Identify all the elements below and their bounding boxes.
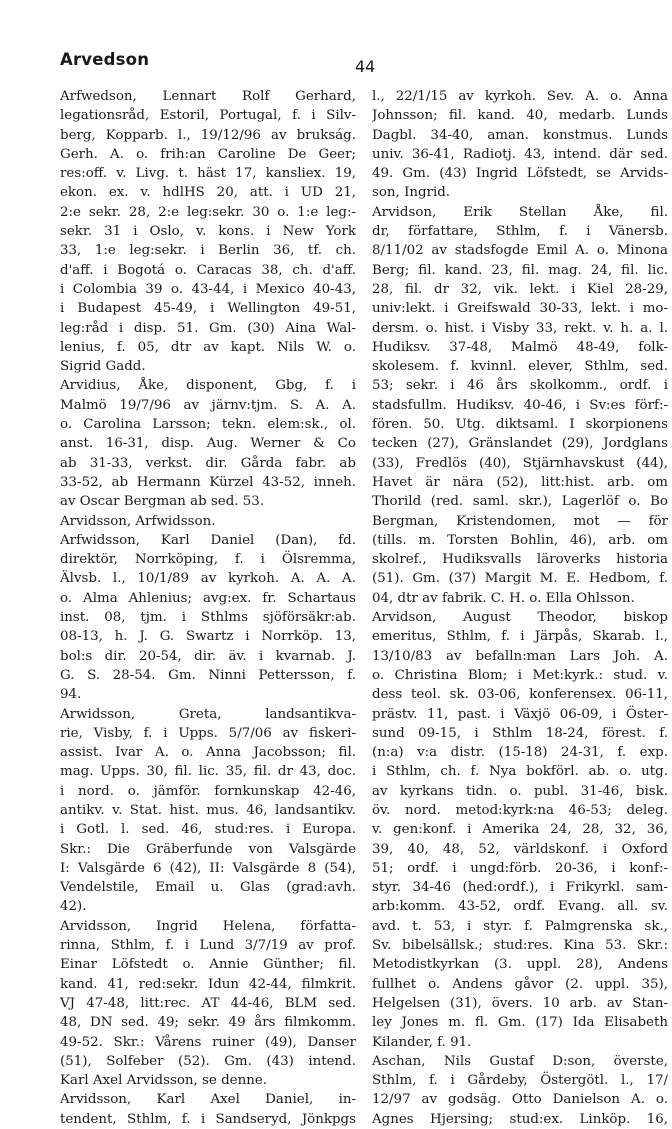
left-column [60, 87, 356, 1129]
text-line: Arvidsson, Arfwidsson. [60, 513, 216, 529]
text-line: d'aff. i Bogotá o. Caracas 38, ch. d'aff. [60, 262, 356, 278]
text-line: i Budapest 45-49, i Wellington 49-51, [60, 301, 356, 317]
text-line: Sthlm, f. i Gårdeby, Östergötl. l., 17/ [372, 1073, 668, 1089]
text-line: res:off. v. Livg. t. häst 17, kansliex. 19, [60, 166, 356, 182]
text-line: legationsråd, Estoril, Portugal, f. i Silv- [60, 108, 356, 124]
text-line: Arwidsson, Greta, landsantikva- [60, 706, 356, 722]
text-line: o. Carolina Larsson; tekn. elem:sk., ol. [60, 417, 356, 433]
text-line: 39, 40, 48, 52, världskonf. i Oxford [372, 841, 668, 857]
text-line: emeritus, Sthlm, f. i Järpås, Skarab. l., [372, 629, 668, 645]
text-line: 42). [60, 899, 87, 915]
text-line: Hudiksv. 37-48, Malmö 48-49, folk- [372, 339, 668, 355]
text-line: ley Jones m. fl. Gm. (17) Ida Elisabeth [372, 1015, 668, 1031]
text-line: Arvidson, Erik Stellan Åke, fil. [372, 204, 668, 220]
text-line: 8/11/02 av stadsfogde Emil A. o. Minona [372, 243, 668, 259]
text-line: Dagbl. 34-40, aman. konstmus. Lunds [372, 127, 668, 143]
text-line: 12/97 av godsäg. Otto Danielson A. o. [372, 1092, 668, 1108]
text-line: Havet är nära (52), litt:hist. arb. om [372, 474, 668, 490]
text-line: i Gotl. l. sed. 46, stud:res. i Europa. [60, 822, 356, 838]
text-line: fören. 50. Utg. diktsaml. I skorpionens [372, 417, 668, 433]
text-line: berg, Kopparb. l., 19/12/96 av brukság. [60, 127, 356, 143]
text-line: anst. 16-31, disp. Aug. Werner & Co [60, 436, 356, 452]
text-line: Vendelstile, Email u. Glas (grad:avh. [60, 880, 356, 896]
text-line: 48, DN sed. 49; sekr. 49 års filmkomm. [60, 1015, 356, 1031]
text-line: i Sthlm, ch. f. Nya bokförl. ab. o. utg. [372, 764, 668, 780]
text-line: 94. [60, 687, 82, 703]
text-line: dess teol. sk. 03-06, konferensex. 06-11, [372, 687, 668, 703]
text-line: Karl Axel Arvidsson, se denne. [60, 1073, 268, 1089]
text-line: öv. nord. metod:kyrk:na 46-53; deleg. [372, 802, 668, 818]
text-line: sekr. 31 i Oslo, v. kons. i New York [60, 224, 356, 240]
text-line: Thorild (red. saml. skr.), Lagerlöf o. Bo [372, 494, 668, 510]
text-line: skolref., Hudiksvalls läroverks historia [372, 552, 668, 568]
text-line: mag. Upps. 30, fil. lic. 35, fil. dr 43, doc. [60, 764, 356, 780]
text-line: 28, fil. dr 32, vik. lekt. i Kiel 28-29, [372, 281, 668, 297]
text-line: avd. t. 53, i styr. f. Palmgrenska sk., [372, 918, 668, 934]
text-line: Berg; fil. kand. 23, fil. mag. 24, fil. lic. [372, 262, 668, 278]
text-line: Aschan, Nils Gustaf D:son, överste, [372, 1053, 668, 1069]
text-line: tecken (27), Gränslandet (29), Jordglans [372, 436, 668, 452]
text-line: rinna, Sthlm, f. i Lund 3/7/19 av prof. [60, 938, 356, 954]
text-line: Arvidsson, Ingrid Helena, författa- [60, 918, 356, 934]
text-line: v. gen:konf. i Amerika 24, 28, 32, 36, [372, 822, 668, 838]
text-line: Helgelsen (31), övers. 10 arb. av Stan- [372, 995, 668, 1011]
text-line: VJ 47-48, litt:rec. AT 44-46, BLM sed. [60, 995, 356, 1011]
running-head: Arvedson [60, 50, 150, 69]
text-line: o. Alma Ahlenius; avg:ex. fr. Schartaus [60, 590, 356, 606]
text-line: univ:lekt. i Greifswald 30-33, lekt. i mo- [372, 301, 668, 317]
text-line: (33), Fredlös (40), Stjärnhavskust (44), [372, 455, 668, 471]
text-line: inst. 08, tjm. i Sthlms sjöförsäkr:ab. [60, 610, 356, 626]
text-line: assist. Ivar A. o. Anna Jacobsson; fil. [60, 745, 356, 761]
text-line: ekon. ex. v. hdlHS 20, att. i UD 21, [60, 185, 356, 201]
text-line: dersm. o. hist. i Visby 33, rekt. v. h. a. l. [372, 320, 668, 336]
text-line: i nord. o. jämför. fornkunskap 42-46, [60, 783, 356, 799]
text-line: 49-52. Skr.: Vårens ruiner (49), Danser [60, 1034, 356, 1050]
text-line: dr, författare, Sthlm, f. i Vänersb. [372, 224, 668, 240]
text-line: univ. 36-41, Radiotj. 43, intend. där sed. [372, 146, 668, 162]
text-line: 49. Gm. (43) Ingrid Löfstedt, se Arvids- [372, 166, 668, 182]
text-line: 33-52, ab Hermann Kürzel 43-52, inneh. [60, 474, 356, 490]
text-line: 04, dtr av fabrik. C. H. o. Ella Ohlsson. [372, 590, 635, 606]
text-line: Bergman, Kristendomen, mot — för [372, 513, 668, 529]
text-line: Arvidson, August Theodor, biskop [372, 610, 668, 626]
text-line: stadsfullm. Hudiksv. 40-46, i Sv:es förf:- [372, 397, 668, 413]
text-line: Arfwedson, Lennart Rolf Gerhard, [60, 89, 356, 104]
text-line: Johnsson; fil. kand. 40, medarb. Lunds [372, 108, 668, 124]
text-line: bol:s dir. 20-54, dir. äv. i kvarnab. J. [60, 648, 356, 664]
text-line: 51; ordf. i ungd:förb. 20-36, i konf:- [372, 860, 668, 876]
text-line: Kilander, f. 91. [372, 1034, 472, 1050]
text-line: Metodistkyrkan (3. uppl. 28), Andens [372, 957, 668, 973]
right-column [372, 87, 668, 1129]
text-line: Arvidius, Åke, disponent, Gbg, f. i [60, 378, 356, 394]
text-line: Arfwidsson, Karl Daniel (Dan), fd. [60, 532, 356, 548]
text-line: Sv. bibelsällsk.; stud:res. Kina 53. Skr.: [372, 938, 668, 954]
text-line: Agnes Hjersing; stud:ex. Linköp. 16, [372, 1111, 668, 1127]
text-line: o. Christina Blom; i Met:kyrk.: stud. v. [372, 667, 668, 683]
text-line: l., 22/1/15 av kyrkoh. Sev. A. o. Anna [372, 89, 668, 104]
text-line: skolesem. f. kvinnl. elever, Sthlm, sed. [372, 359, 668, 375]
text-line: Malmö 19/7/96 av järnv:tjm. S. A. A. [60, 397, 356, 413]
text-line: av kyrkans tidn. o. publ. 31-46, bisk. [372, 783, 668, 799]
text-line: styr. 34-46 (hed:ordf.), i Frikyrkl. sam- [372, 880, 668, 896]
text-line: 08-13, h. J. G. Swartz i Norrköp. 13, [60, 629, 356, 645]
text-line: (tills. m. Torsten Bohlin, 46), arb. om [372, 532, 668, 548]
text-line: lenius, f. 05, dtr av kapt. Nils W. o. [60, 339, 356, 355]
text-line: Gerh. A. o. frih:an Caroline De Geer; [60, 146, 356, 162]
text-line: I: Valsgärde 6 (42), II: Valsgärde 8 (54), [60, 860, 356, 876]
text-line: 33, 1:e leg:sekr. i Berlin 36, tf. ch. [60, 243, 356, 259]
text-line: Älvsb. l., 10/1/89 av kyrkoh. A. A. A. [60, 571, 356, 587]
text-line: direktör, Norrköping, f. i Ölsremma, [60, 552, 356, 568]
text-line: av Oscar Bergman ab sed. 53. [60, 494, 265, 510]
text-line: rie, Visby, f. i Upps. 5/7/06 av fiskeri- [60, 725, 356, 741]
text-line: i Colombia 39 o. 43-44, i Mexico 40-43, [60, 281, 356, 297]
text-line: sund 09-15, i Sthlm 18-24, förest. f. [372, 725, 668, 741]
text-line: 53; sekr. i 46 års skolkomm., ordf. i [372, 378, 668, 394]
text-line: fullhet o. Andens gåvor (2. uppl. 35), [372, 976, 668, 992]
text-line: 2:e sekr. 28, 2:e leg:sekr. 30 o. 1:e leg:- [60, 204, 356, 220]
text-line: tendent, Sthlm, f. i Sandseryd, Jönkpgs [60, 1111, 356, 1127]
text-line: antikv. v. Stat. hist. mus. 46, landsantikv. [60, 802, 356, 818]
text-line: G. S. 28-54. Gm. Ninni Pettersson, f. [60, 667, 356, 683]
text-line: Skr.: Die Gräberfunde von Valsgärde [60, 841, 356, 857]
text-line: Einar Löfstedt o. Annie Günther; fil. [60, 957, 356, 973]
text-line: (n:a) v:a distr. (15-18) 24-31, f. exp. [372, 745, 668, 761]
page-number: 44 [355, 57, 376, 76]
text-line: kand. 41, red:sekr. Idun 42-44, filmkrit. [60, 976, 356, 992]
text-line: ab 31-33, verkst. dir. Gårda fabr. ab [60, 455, 356, 471]
text-line: Arvidsson, Karl Axel Daniel, in- [60, 1092, 356, 1108]
text-line: 13/10/83 av befalln:man Lars Joh. A. [372, 648, 668, 664]
text-line: son, Ingrid. [372, 185, 451, 201]
text-line: prästv. 11, past. i Växjö 06-09, i Öster- [372, 706, 668, 722]
text-line: leg:råd i disp. 51. Gm. (30) Aina Wal- [60, 320, 356, 336]
text-line: (51). Gm. (37) Margit M. E. Hedbom, f. [372, 571, 668, 587]
text-line: Sigrid Gadd. [60, 359, 146, 375]
text-line: (51), Solfeber (52). Gm. (43) intend. [60, 1053, 356, 1069]
text-line: arb:komm. 43-52, ordf. Evang. all. sv. [372, 899, 668, 915]
